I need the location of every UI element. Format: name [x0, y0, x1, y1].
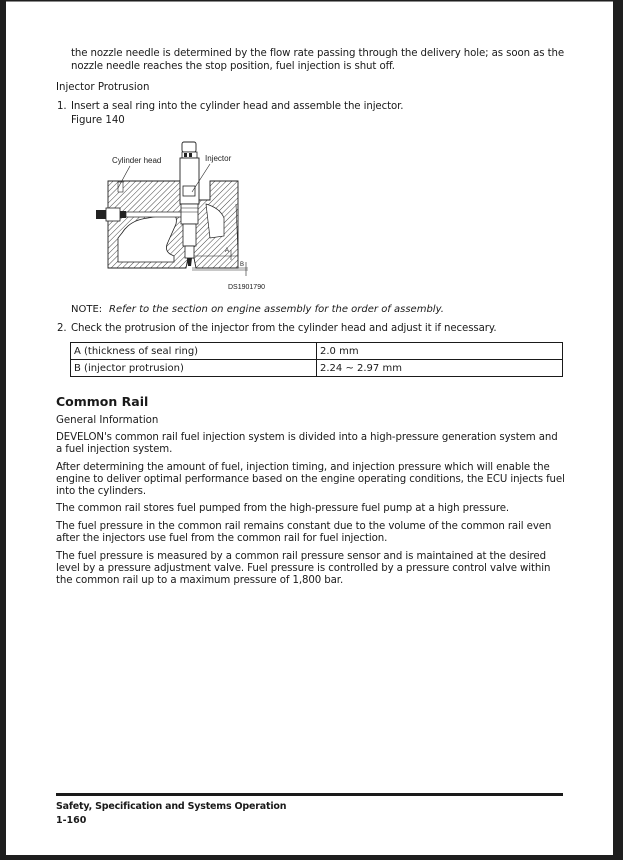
paragraph-5: The fuel pressure is measured by a common rail pressure sensor and is maintained at the desired level by a pressure adjustment valve. Fuel pressure is controlled by a pressure control valve within the common rail up to a maximum pressure of 1,800 bar.	[56, 551, 551, 586]
figure-code: DS1901790	[228, 284, 265, 291]
section-heading-injector-protrusion: Injector Protrusion	[56, 82, 150, 93]
continuation-line-2: nozzle needle reaches the stop position, fuel injection is shut off.	[71, 61, 395, 72]
injector-spec-table	[70, 342, 563, 377]
callout-injector: Injector	[205, 154, 232, 163]
document-page	[6, 1, 613, 855]
paragraph-2: After determining the amount of fuel, injection timing, and injection pressure which will enable the engine to deliver optimal performance based on the engine operating conditions, the ECU injects fuel into the cylinders.	[56, 462, 565, 497]
paragraph-1: DEVELON's common rail fuel injection system is divided into a high-pressure generation system and a fuel injection system.	[56, 432, 558, 455]
table-cell-value: 2.0 mm	[317, 343, 563, 360]
subheading-general-information: General Information	[56, 415, 159, 426]
step-2-number: 2.	[57, 323, 67, 334]
paragraph-3: The common rail stores fuel pumped from the high-pressure fuel pump at a high pressure.	[56, 503, 510, 514]
callout-dimension-a: A	[225, 248, 230, 254]
footer-page-number: 1-160	[56, 815, 87, 826]
step-1-text: Insert a seal ring into the cylinder head and assemble the injector.	[71, 101, 404, 112]
figure-label: Figure 140	[71, 115, 125, 126]
paragraph-4: The fuel pressure in the common rail remains constant due to the volume of the common rail even after the injectors use fuel from the common rail for fuel injection.	[56, 521, 552, 544]
table-row	[71, 360, 563, 377]
injector-protrusion-figure	[88, 138, 278, 288]
table-cell-value: 2.24 ~ 2.97 mm	[317, 360, 563, 377]
callout-cylinder-head: Cylinder head	[112, 156, 162, 165]
cylinder-head-injector-diagram	[88, 138, 278, 288]
continuation-line-1: the nozzle needle is determined by the flow rate passing through the delivery hole; as soon as the	[71, 48, 564, 59]
table-row	[71, 343, 563, 360]
footer-divider	[56, 793, 563, 796]
callout-dimension-b: B	[240, 262, 245, 268]
note-text: Refer to the section on engine assembly for the order of assembly.	[109, 304, 444, 315]
table-cell-item: A (thickness of seal ring)	[71, 343, 317, 360]
section-heading-common-rail: Common Rail	[56, 394, 149, 409]
step-1-number: 1.	[57, 101, 67, 112]
footer-title: Safety, Specification and Systems Operation	[56, 801, 287, 812]
table-cell-item: B (injector protrusion)	[71, 360, 317, 377]
step-2-text: Check the protrusion of the injector from the cylinder head and adjust it if necessary.	[71, 323, 497, 334]
note-label: NOTE:	[71, 304, 103, 315]
